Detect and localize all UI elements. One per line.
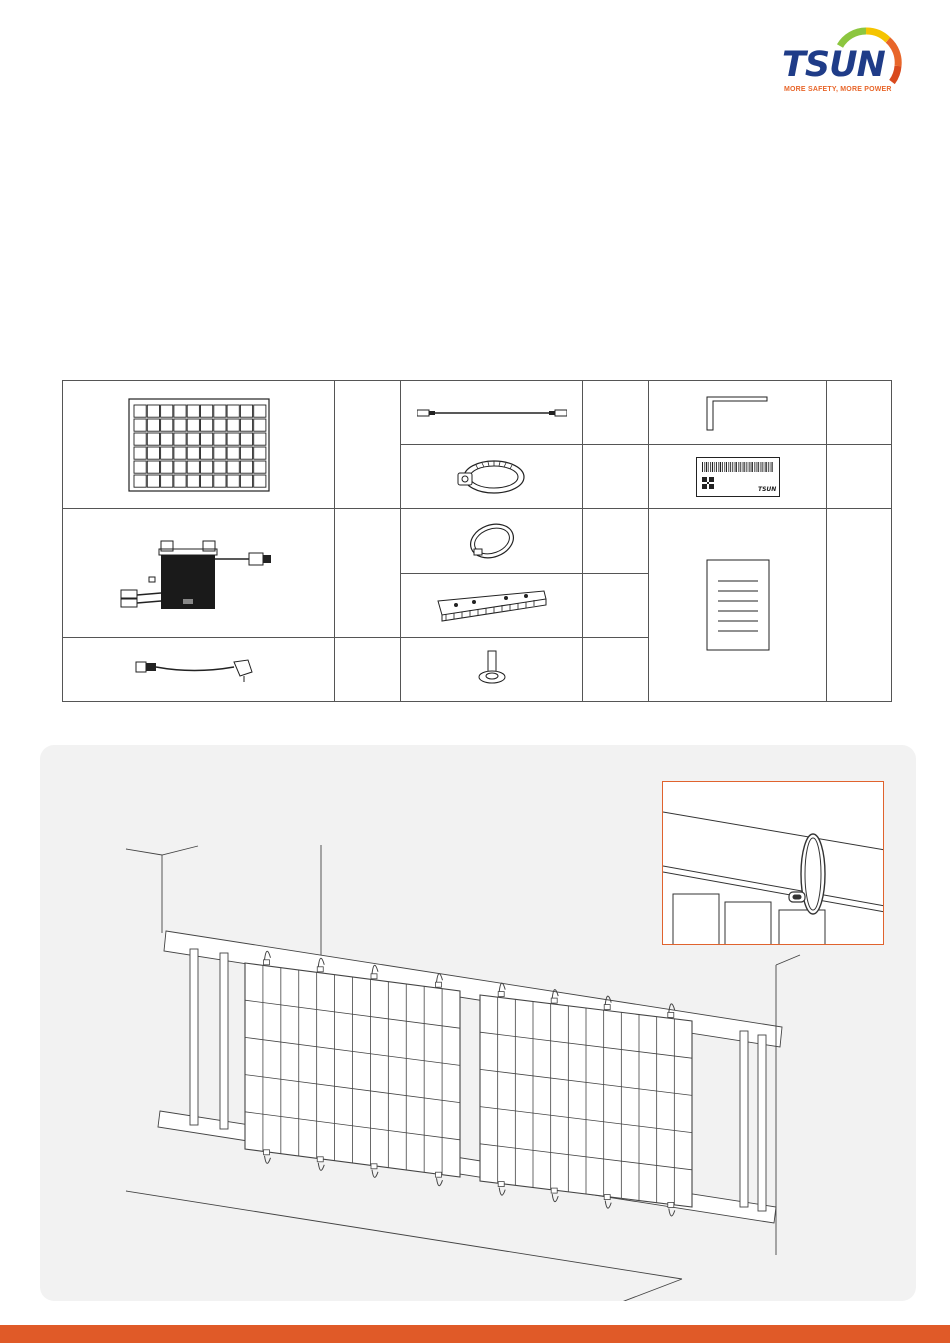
hose-clamp-icon: [454, 455, 530, 499]
parts-list-table: [62, 380, 892, 702]
mounting-rail-icon: [434, 587, 550, 623]
qty-cell-solar-panel: [335, 381, 401, 509]
part-cell-microinverter: [63, 509, 335, 637]
qty-cell-microinverter: [335, 509, 401, 637]
qty-cell-screw: [583, 637, 649, 701]
strap-icon: [466, 519, 518, 563]
part-cell-mounting-rail: [401, 573, 583, 637]
part-cell-ac-cable: [63, 637, 335, 701]
tsun-logo: [782, 26, 907, 98]
part-cell-screw: [401, 637, 583, 701]
part-cell-hose-clamp: [401, 445, 583, 509]
microinverter-icon: [109, 533, 289, 613]
barcode-label-icon: [696, 457, 780, 497]
clamp-detail-inset: [662, 781, 884, 945]
qty-cell-extension-cable: [583, 381, 649, 445]
clamp-detail-drawing: [663, 782, 884, 945]
qty-cell-hex-key: [827, 381, 892, 445]
logo-wordmark: TSUN: [782, 45, 885, 85]
part-cell-strap: [401, 509, 583, 573]
label-logo-text: TSUN: [757, 485, 776, 493]
part-cell-manual: [649, 509, 827, 702]
qty-cell-ac-cable: [335, 637, 401, 701]
qty-cell-manual: [827, 509, 892, 702]
dc-cable-icon: [417, 406, 567, 420]
part-cell-extension-cable: [401, 381, 583, 445]
screw-icon: [477, 649, 507, 689]
manual-icon: [706, 559, 770, 651]
logo-slogan: MORE SAFETY, MORE POWER: [784, 86, 892, 93]
solar-panel-icon: [128, 398, 270, 492]
footer-bar: [0, 1325, 950, 1343]
part-cell-solar-panel: [63, 381, 335, 509]
qty-cell-strap: [583, 509, 649, 573]
qty-cell-hose-clamp: [583, 445, 649, 509]
balcony-installation-illustration: [40, 745, 916, 1301]
qty-cell-serial-label: [827, 445, 892, 509]
part-cell-serial-label: [649, 445, 827, 509]
allen-key-icon: [705, 394, 771, 432]
qty-cell-mounting-rail: [583, 573, 649, 637]
part-cell-hex-key: [649, 381, 827, 445]
ac-plug-cable-icon: [134, 654, 264, 684]
